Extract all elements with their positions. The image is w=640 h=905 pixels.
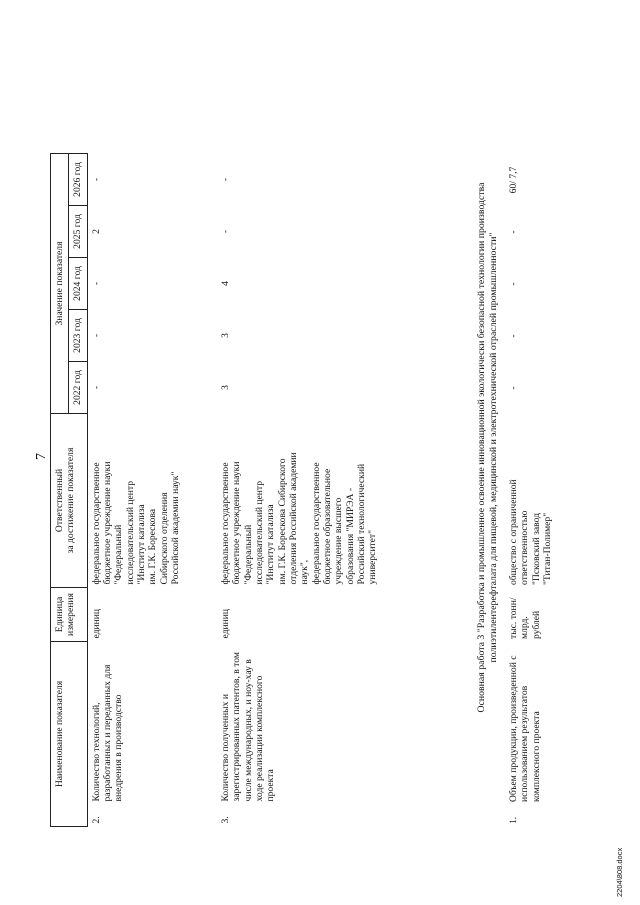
section-table [505,154,556,827]
resp-line: "Федеральный [242,524,254,585]
header-resp-line1: Ответственный [54,468,65,533]
resp-line: "Институт катализа [265,504,277,585]
header-year-2023: 2023 год [69,310,87,362]
resp-line: Российской академии наук" [169,471,181,585]
value-2022: 3 [220,385,232,390]
header-responsible [51,414,88,588]
header-year-2026: 2026 год [69,154,87,206]
resp-line: "Псковский завод [530,512,542,585]
unit-cell: единиц [220,608,232,639]
unit-cell: единиц [90,608,102,639]
table-row [505,154,556,827]
value-2026: 60/ 7,7 [508,166,519,194]
table-header-row [51,154,69,827]
resp-line: исследовательский центр [124,481,136,585]
value-2023: - [508,334,519,338]
responsible-cell [217,414,381,588]
resp-line: Сибирского отделения [158,492,170,585]
document-code: 2204\808.docx [615,847,624,897]
resp-line: образования "МИРЭА - [344,487,356,585]
resp-line: федеральное государственное [310,462,322,585]
section-title-line2: полиэтилентерефталата для пищевой, медицинской и электротехнической отраслей промышленности" [488,232,500,663]
value-2023: 3 [220,333,232,338]
value-2026: - [220,177,232,182]
resp-line: отделения Российской академии [288,452,299,585]
resp-line: Российский технологический [355,463,367,585]
value-2024: - [508,282,519,286]
row-number: 1. [508,816,519,824]
indicator-name: Объем продукции, произведенной с использованием результатов комплексного проекта [508,655,542,802]
resp-line: "Институт катализа [135,504,147,585]
responsible-cell [505,414,556,588]
header-resp-line2: за достижение показателя [65,447,77,554]
indicator-table [50,153,382,827]
resp-line: бюджетное учреждение науки [231,461,243,585]
header-year-2025: 2025 год [69,206,87,258]
value-2024: - [90,281,102,286]
unit-cell: тыс. тонн/ млрд. рублей [508,597,542,639]
header-unit-line2: измерения [65,593,77,636]
resp-line: общество с ограниченной [508,479,519,585]
value-2022: - [90,385,102,390]
header-name: Наименование показателя [51,642,88,827]
resp-line: исследовательский центр [254,481,266,585]
resp-line: им. Г.К. Борескова [147,508,159,585]
value-2026: - [90,177,102,182]
resp-line: бюджетное учреждение науки [101,461,113,585]
responsible-cell [87,414,217,588]
value-2025: - [508,230,519,234]
header-value-group: Значение показателя [51,154,69,414]
table-row [217,154,381,827]
section-title-line1: Основная работа 3 "Разработка и промышленное освоение инновационной экологически безопасной технологии производства [476,182,487,713]
resp-line: "Титан-Полимер" [541,512,553,585]
header-unit [51,588,88,642]
page-number: 7 [34,453,49,460]
resp-line: федеральное государственное [220,462,232,585]
value-2022: - [508,386,519,390]
resp-line: учреждение высшего [333,497,345,585]
header-unit-line1: Единица [54,596,65,633]
value-2025: - [220,229,232,234]
header-year-2024: 2024 год [69,258,87,310]
indicator-name: Количество технологий, разработанных и переданных для внедрения в производство [90,664,125,802]
resp-line: университет" [367,529,379,585]
resp-line: им. Г.К. Борескова Сибирского [276,458,288,585]
value-2025: 2 [90,229,102,234]
value-2023: - [90,333,102,338]
header-year-2022: 2022 год [69,362,87,414]
resp-line: федеральное государственное [90,462,102,585]
indicator-name: Количество полученных и зарегистрированных патентов, в том числе международных, и ноу-хау в ходе реализации комплексного проекта [220,652,277,802]
section-title [476,90,500,805]
resp-line: ответственностью [519,510,531,585]
row-number: 2. [90,816,102,824]
table-row [87,154,217,827]
resp-line: бюджетное образовательное [321,468,333,585]
value-2024: 4 [220,281,232,286]
resp-line: наук", [299,559,311,585]
resp-line: "Федеральный [113,524,125,585]
row-number: 3. [220,816,232,824]
